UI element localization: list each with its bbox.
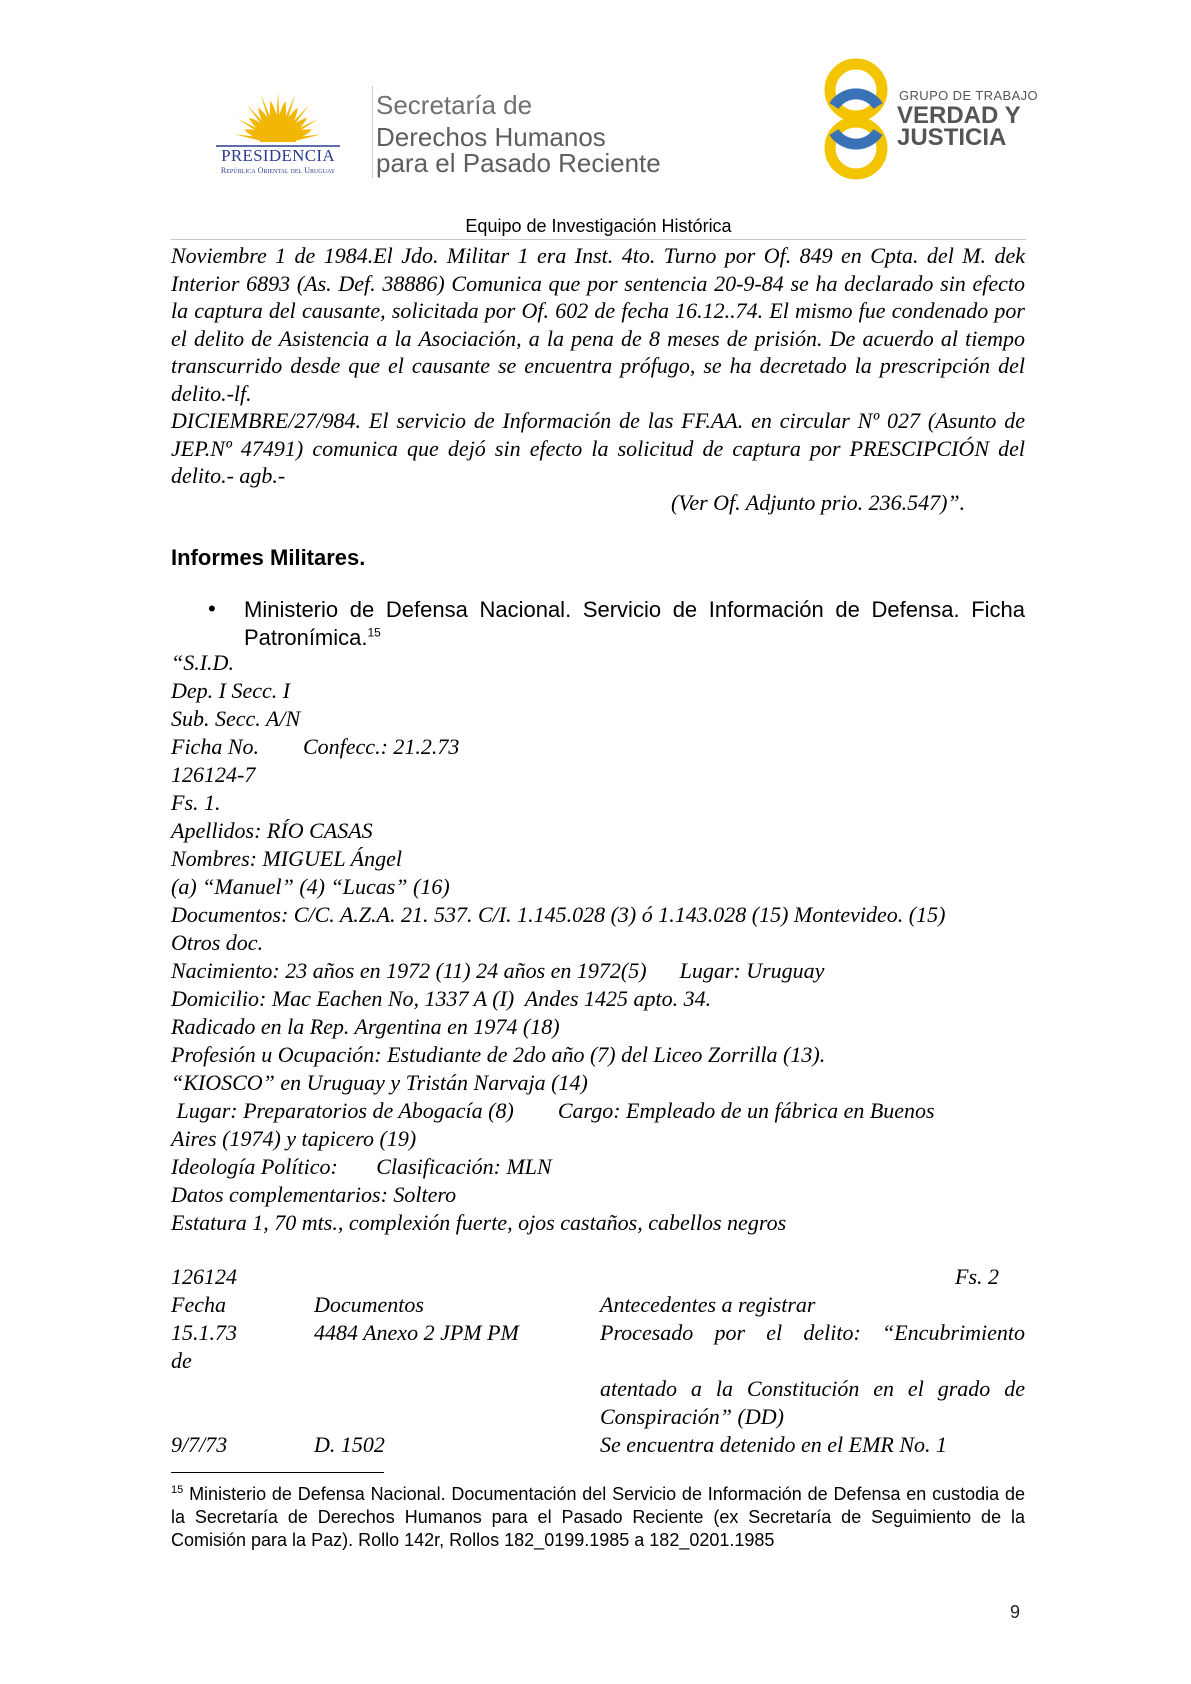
footnote-text: Ministerio de Defensa Nacional. Documentación del Servicio de Información de Defensa en custodia de la Secretaría de Derechos Humanos para el Pasado Reciente (ex Secretaría de Seguimiento de la Comisión para la Paz). Rollo 142r, Rollos 182_0199.1985 a 182_0201.1985 xyxy=(171,1484,1025,1550)
fs2-row-fecha-cont: de xyxy=(171,1348,192,1373)
secretaria-line-3: para el Pasado Reciente xyxy=(376,148,661,178)
ficha-line: Ideología Político: Clasificación: MLN xyxy=(171,1154,552,1179)
footnote xyxy=(171,1483,1025,1552)
header-divider xyxy=(372,86,373,178)
team-title: Equipo de Investigación Histórica xyxy=(465,216,732,236)
paragraph-diciembre: DICIEMBRE/27/984. El servicio de Información de las FF.AA. en circular Nº 027 (Asunto de JEP.Nº 47491) comunica que dejó sin efecto la solicitud de captura por PRESCIPCIÓN del delito.- agb.- xyxy=(171,408,1025,489)
bullet-icon: • xyxy=(208,596,216,621)
fs2-row-antecedente: Procesado por el delito: “Encubrimiento xyxy=(600,1320,1025,1345)
ficha-line: “S.I.D. xyxy=(171,650,234,675)
paragraph-noviembre: Noviembre 1 de 1984.El Jdo. Militar 1 era Inst. 4to. Turno por Of. 849 en Cpta. del M. dek Interior 6893 (As. Def. 38886) Comunica que por sentencia 20-9-84 se ha declarado sin efecto la captura del causante, solicitada por Of. 602 de fecha 16.12..74. El mismo fue condenado por el delito de Asistencia a la Asociación, a la pena de 8 meses de prisión. De acuerdo al tiempo transcurrido desde que el causante se encuentra prófugo, se ha decretado la prescripción del delito.-lf. xyxy=(171,243,1025,406)
fs2-row-documento: D. 1502 xyxy=(314,1432,385,1457)
ficha-line: Sub. Secc. A/N xyxy=(171,706,301,731)
presidencia-label: PRESIDENCIA xyxy=(221,146,335,165)
ficha-line: Lugar: Preparatorios de Abogacía (8) Cargo: Empleado de un fábrica en Buenos xyxy=(171,1098,935,1123)
header-rule xyxy=(171,239,1026,240)
fs2-row-antecedente: atentado a la Constitución en el grado de xyxy=(600,1376,1025,1401)
footnote-number: 15 xyxy=(171,1484,184,1496)
fs2-row-fecha: 15.1.73 xyxy=(171,1320,237,1345)
grupo-label-1: GRUPO DE TRABAJO xyxy=(899,88,1039,103)
verdad-justicia-logo xyxy=(820,56,892,182)
fs2-folio: Fs. 2 xyxy=(955,1264,999,1289)
ficha-line: Dep. I Secc. I xyxy=(171,678,291,703)
grupo-label-3: JUSTICIA xyxy=(897,124,1007,151)
ver-oficio-note: (Ver Of. Adjunto prio. 236.547)”. xyxy=(671,490,966,515)
fs2-row-documento: 4484 Anexo 2 JPM PM xyxy=(314,1320,519,1345)
ficha-line: 126124-7 xyxy=(171,762,256,787)
footnote-ref[interactable]: 15 xyxy=(367,625,381,640)
ficha-line: Nombres: MIGUEL Ángel xyxy=(171,846,402,871)
fs2-header-fecha: Fecha xyxy=(171,1292,226,1317)
ficha-line: Documentos: C/C. A.Z.A. 21. 537. C/I. 1.145.028 (3) ó 1.143.028 (15) Montevideo. (15) xyxy=(171,902,946,927)
fs2-row-antecedente: Se encuentra detenido en el EMR No. 1 xyxy=(600,1432,948,1457)
fs2-header-antecedentes: Antecedentes a registrar xyxy=(600,1292,816,1317)
fs2-row-antecedente: Conspiración” (DD) xyxy=(600,1404,784,1429)
ficha-line: Datos complementarios: Soltero xyxy=(171,1182,457,1207)
ficha-line: Estatura 1, 70 mts., complexión fuerte, ojos castaños, cabellos negros xyxy=(171,1210,787,1235)
ficha-line: (a) “Manuel” (4) “Lucas” (16) xyxy=(171,874,450,899)
ficha-line: Ficha No. Confecc.: 21.2.73 xyxy=(171,734,460,759)
ficha-line: Aires (1974) y tapicero (19) xyxy=(171,1126,417,1151)
fs2-header-documentos: Documentos xyxy=(314,1292,424,1317)
ficha-line: Otros doc. xyxy=(171,930,264,955)
bullet-text: Ministerio de Defensa Nacional. Servicio de Información de Defensa. Ficha Patronímica. xyxy=(244,597,1025,650)
ficha-line: Domicilio: Mac Eachen No, 1337 A (I) Andes 1425 apto. 34. xyxy=(171,986,712,1011)
ficha-line: Profesión u Ocupación: Estudiante de 2do año (7) del Liceo Zorrilla (13). xyxy=(171,1042,826,1067)
ficha-line: Apellidos: RÍO CASAS xyxy=(171,818,373,843)
presidencia-subtitle: República Oriental del Uruguay xyxy=(220,166,336,175)
secretaria-line-1: Secretaría de xyxy=(376,90,533,120)
fs2-ficha-number: 126124 xyxy=(171,1264,237,1289)
fs2-row-fecha: 9/7/73 xyxy=(171,1432,228,1457)
ficha-line: “KIOSCO” en Uruguay y Tristán Narvaja (14) xyxy=(171,1070,588,1095)
ficha-line: Fs. 1. xyxy=(171,790,221,815)
ficha-line: Radicado en la Rep. Argentina en 1974 (18) xyxy=(171,1014,560,1039)
ficha-line: Nacimiento: 23 años en 1972 (11) 24 años en 1972(5) Lugar: Uruguay xyxy=(171,958,825,983)
grupo-label-2: VERDAD Y xyxy=(897,102,1021,129)
section-heading: Informes Militares. xyxy=(171,545,366,570)
bullet-item xyxy=(244,596,1025,652)
footnote-rule xyxy=(171,1472,384,1473)
page-number: 9 xyxy=(1010,1602,1021,1622)
secretaria-line-2: Derechos Humanos xyxy=(376,122,606,152)
